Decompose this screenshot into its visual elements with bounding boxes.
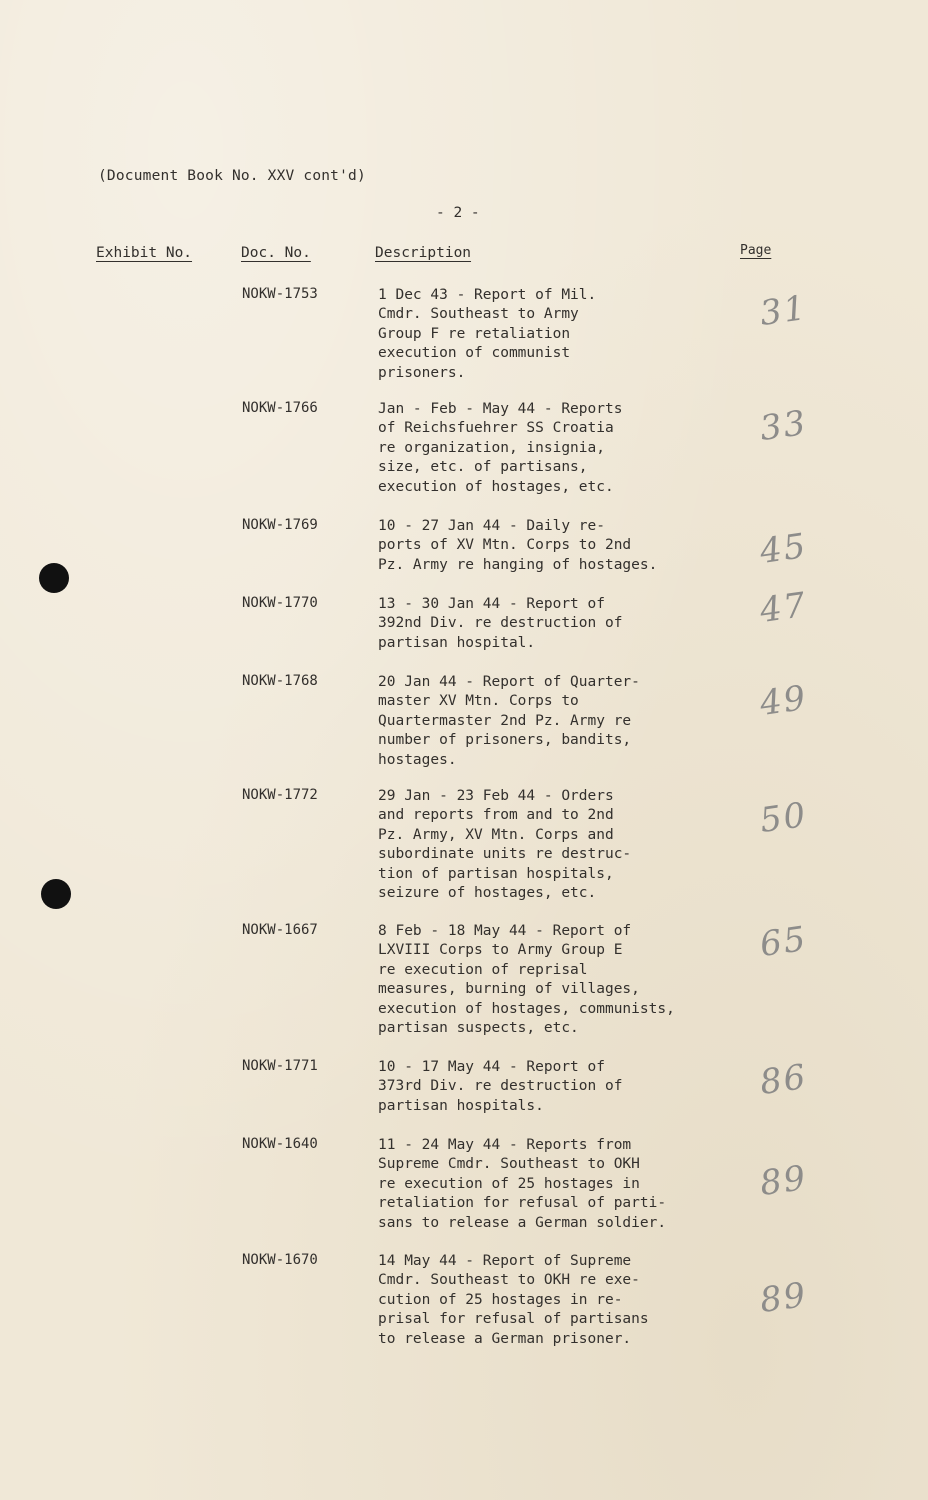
doc-number: NOKW-1670 [242, 1252, 318, 1268]
doc-number: NOKW-1766 [242, 400, 318, 416]
handwritten-page-number: 65 [757, 918, 810, 966]
column-header-description: Description [375, 245, 472, 261]
doc-number: NOKW-1768 [242, 673, 318, 689]
doc-number: NOKW-1640 [242, 1136, 318, 1152]
handwritten-page-number: 89 [757, 1157, 810, 1205]
column-header-page: Page [740, 243, 772, 258]
document-header: (Document Book No. XXV cont'd) [98, 168, 366, 184]
handwritten-page-number: 31 [757, 287, 810, 335]
handwritten-page-number: 86 [757, 1056, 810, 1104]
handwritten-page-number: 33 [757, 402, 810, 450]
doc-number: NOKW-1771 [242, 1058, 318, 1074]
entry-description: 1 Dec 43 - Report of Mil. Cmdr. Southeast to Army Group F re retaliation execution of communist prisoners. [378, 287, 597, 381]
entry-description: 11 - 24 May 44 - Reports from Supreme Cmdr. Southeast to OKH re execution of 25 hostages in retaliation for refusal of parti- sans to release a German soldier. [378, 1137, 667, 1231]
column-header-exhibit: Exhibit No. [96, 245, 193, 261]
doc-number: NOKW-1753 [242, 286, 318, 302]
doc-number: NOKW-1667 [242, 922, 318, 938]
handwritten-page-number: 89 [757, 1274, 810, 1322]
handwritten-page-number: 50 [757, 794, 810, 842]
entry-description: 20 Jan 44 - Report of Quarter- master XV Mtn. Corps to Quartermaster 2nd Pz. Army re number of prisoners, bandits, hostages. [378, 674, 640, 768]
entry-description: 14 May 44 - Report of Supreme Cmdr. Southeast to OKH re exe- cution of 25 hostages in re- prisal for refusal of partisans to release a German prisoner. [378, 1253, 649, 1347]
handwritten-page-number: 47 [757, 584, 810, 632]
punch-hole-top [39, 563, 69, 593]
doc-number: NOKW-1770 [242, 595, 318, 611]
handwritten-page-number: 49 [757, 677, 810, 725]
entry-description: Jan - Feb - May 44 - Reports of Reichsfuehrer SS Croatia re organization, insignia, size, etc. of partisans, execution of hostages, etc. [378, 401, 623, 495]
doc-number: NOKW-1769 [242, 517, 318, 533]
punch-hole-bottom [41, 879, 71, 909]
entry-description: 10 - 27 Jan 44 - Daily re- ports of XV Mtn. Corps to 2nd Pz. Army re hanging of hostages. [378, 518, 658, 573]
entry-description: 29 Jan - 23 Feb 44 - Orders and reports from and to 2nd Pz. Army, XV Mtn. Corps and subordinate units re destruc- tion of partisan hospitals, seizure of hostages, etc. [378, 788, 632, 902]
entry-description: 8 Feb - 18 May 44 - Report of LXVIII Corps to Army Group E re execution of reprisal measures, burning of villages, execution of hostages, communists, partisan suspects, etc. [378, 923, 675, 1037]
page-number: - 2 - [436, 205, 480, 221]
handwritten-page-number: 45 [757, 525, 810, 573]
entry-description: 10 - 17 May 44 - Report of 373rd Div. re destruction of partisan hospitals. [378, 1059, 623, 1114]
entry-description: 13 - 30 Jan 44 - Report of 392nd Div. re destruction of partisan hospital. [378, 596, 623, 651]
doc-number: NOKW-1772 [242, 787, 318, 803]
column-header-doc: Doc. No. [241, 245, 311, 261]
